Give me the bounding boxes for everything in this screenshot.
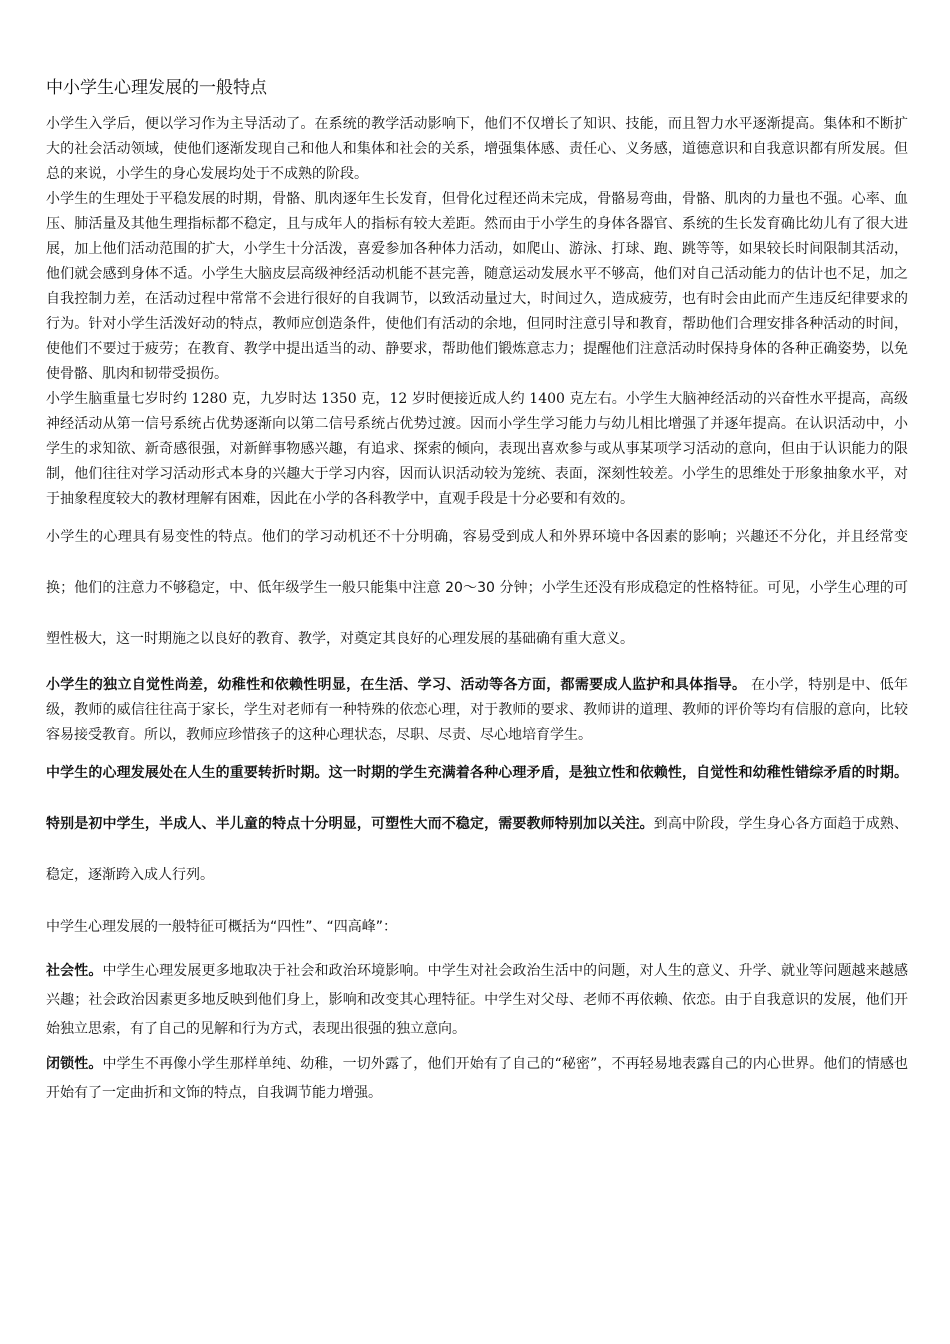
paragraph-four-features: 中学生心理发展的一般特征可概括为“四性”、“四高峰”： [46, 919, 398, 935]
paragraph-transition-body: 到高中阶段，学生身心各方面趋于成熟、稳定，逐渐跨入成人行列。 [46, 816, 909, 883]
paragraph-dependence-lead: 小学生的独立自觉性尚差，幼稚性和依赖性明显，在生活、学习、活动等各方面，都需要成人监护和具体指导。 [46, 677, 747, 693]
paragraph-closedness [46, 1044, 908, 1108]
paragraph-variability: 小学生的心理具有易变性的特点。他们的学习动机还不十分明确，容易受到成人和外界环境中各因素的影响；兴趣还不分化，并且经常变换；他们的注意力不够稳定，中、低年级学生一般只能集中注意 20～30 分钟；小学生还没有形成稳定的性格特征。可见，小学生心理的可塑性极大，这一时期施之以良好的教育、教学，对奠定其良好的心理发展的基础确有重大意义。 [46, 529, 908, 647]
document-page [46, 76, 908, 1108]
paragraph-closedness-body: 中学生不再像小学生那样单纯、幼稚，一切外露了，他们开始有了自己的“秘密”，不再轻易地表露自己的内心世界。他们的情感也开始有了一定曲折和文饰的特点，自我调节能力增强。 [46, 1056, 909, 1101]
paragraph-dependence-body: 在小学，特别是中、低年级，教师的威信往往高于家长，学生对老师有一种特殊的依恋心理，对于教师的要求、教师讲的道理、教师的评价等均有信服的意向，比较容易接受教育。所以，教师应珍惜孩子的这种心理状态，尽职、尽责、尽心地培育学生。 [46, 677, 908, 743]
paragraph-transition-lead: 中学生的心理发展处在人生的重要转折时期。这一时期的学生充满着各种心理矛盾，是独立性和依赖性，自觉性和幼稚性错综矛盾的时期。特别是初中学生，半成人、半儿童的特点十分明显，可塑性大而不稳定，需要教师特别加以关注。 [46, 765, 908, 832]
paragraph-closedness-lead: 闭锁性。 [46, 1056, 103, 1072]
paragraph-transition [46, 748, 908, 901]
paragraph-physiology: 小学生的生理处于平稳发展的时期，骨骼、肌肉逐年生长发育，但骨化过程还尚未完成，骨骼易弯曲，骨骼、肌肉的力量也不强。心率、血压、肺活量及其他生理指标都不稳定，且与成年人的指标有较大差距。然而由于小学生的身体各器官、系统的生长发育确比幼儿有了很大进展，加上他们活动范围的扩大，小学生十分活泼，喜爱参加各种体力活动，如爬山、游泳、打球、跑、跳等等，如果较长时间限制其活动，他们就会感到身体不适。小学生大脑皮层高级神经活动机能不甚完善，随意运动发展水平不够高，他们对自己活动能力的估计也不足，加之自我控制力差，在活动过程中常常不会进行很好的自我调节，以致活动量过大，时间过久，造成疲劳，也有时会由此而产生违反纪律要求的行为。针对小学生活泼好动的特点，教师应创造条件，使他们有活动的余地，但同时注意引导和教育，帮助他们合理安排各种活动的时间，使他们不要过于疲劳；在教育、教学中提出适当的动、静要求，帮助他们锻炼意志力；提醒他们注意活动时保持身体的各种正确姿势，以免使骨骼、肌肉和韧带受损伤。 [46, 191, 908, 382]
paragraph-sociality [46, 951, 908, 1044]
paragraph-sociality-lead: 社会性。 [46, 963, 103, 979]
document-title: 中小学生心理发展的一般特点 [46, 78, 267, 98]
paragraph-intro: 小学生入学后，便以学习作为主导活动了。在系统的教学活动影响下，他们不仅增长了知识、技能，而且智力水平逐渐提高。集体和不断扩大的社会活动领域，使他们逐渐发现自己和他人和集体和社会的关系，增强集体感、责任心、义务感，道德意识和自我意识都有所发展。但总的来说，小学生的身心发展均处于不成熟的阶段。 [46, 116, 908, 182]
paragraph-sociality-body: 中学生心理发展更多地取决于社会和政治环境影响。中学生对社会政治生活中的问题，对人生的意义、升学、就业等问题越来越感兴趣；社会政治因素更多地反映到他们身上，影响和改变其心理特征。中学生对父母、老师不再依赖、依恋。由于自我意识的发展，他们开始独立思索，有了自己的见解和行为方式，表现出很强的独立意向。 [46, 963, 909, 1037]
paragraph-dependence [46, 665, 908, 748]
paragraph-brain: 小学生脑重量七岁时约 1280 克，九岁时达 1350 克，12 岁时便接近成人约 1400 克左右。小学生大脑神经活动的兴奋性水平提高，高级神经活动从第一信号系统占优势逐渐向以第二信号系统占优势过渡。因而小学生学习能力与幼儿相比增强了并逐年提高。在认识活动中，小学生的求知欲、新奇感很强，对新鲜事物感兴趣，有追求、探索的倾向，表现出喜欢参与或从事某项学习活动的意向，但由于认识能力的限制，他们往往对学习活动形式本身的兴趣大于学习内容，因而认识活动较为笼统、表面，深刻性较差。小学生的思维处于形象抽象水平，对于抽象程度较大的教材理解有困难，因此在小学的各科教学中，直观手段是十分必要和有效的。 [46, 391, 908, 507]
